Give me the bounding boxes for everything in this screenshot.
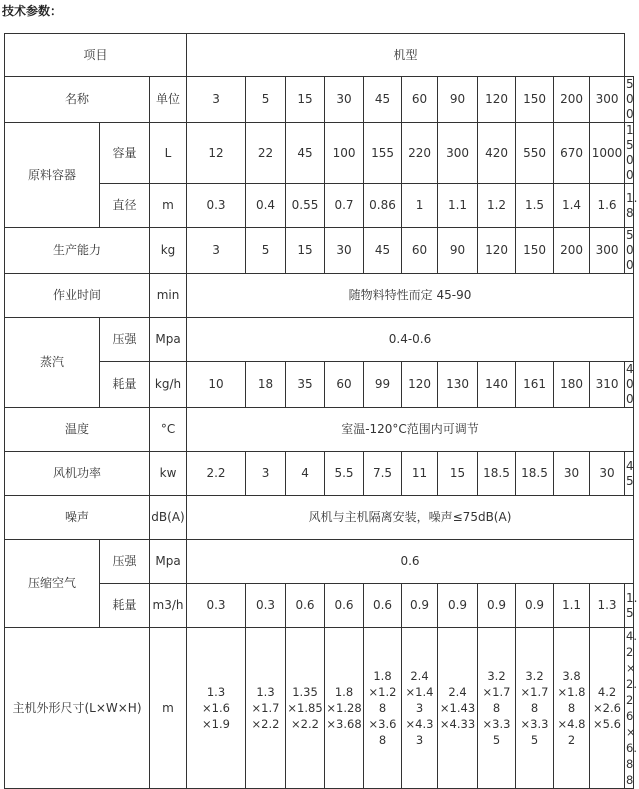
value-cell: 130	[438, 362, 478, 408]
unit-cell: min	[150, 274, 187, 318]
value-cell: 1500	[626, 123, 634, 182]
sub-label: 耗量	[100, 584, 150, 628]
value-cell: 1.35 ×1.85 ×2.2	[286, 628, 325, 789]
value-cell: 45	[364, 77, 402, 123]
value-cell: 550	[516, 123, 554, 184]
value-cell: 15	[438, 452, 478, 496]
value-cell: 30	[590, 452, 625, 496]
unit-cell: kg	[150, 228, 187, 274]
value-cell: 0.9	[402, 584, 438, 628]
value-cell: 1.2	[478, 184, 516, 228]
merged-value-cell: 0.4-0.6	[187, 318, 634, 362]
value-cell: 45	[364, 228, 402, 274]
value-cell: 1.4	[554, 184, 590, 228]
value-cell: 100	[325, 123, 364, 184]
value-cell: 1.3	[590, 584, 625, 628]
unit-cell: °C	[150, 408, 187, 452]
value-cell: 0.3	[187, 584, 246, 628]
value-cell: 2.4 ×1.43 ×4.33	[402, 628, 438, 789]
dimensions-row	[5, 628, 634, 789]
value-cell: 200	[554, 77, 590, 123]
value-cell: 1.8 ×1.28 ×3.68	[325, 628, 364, 789]
spec-table-body	[5, 34, 638, 789]
value-cell: 30	[325, 77, 364, 123]
value-cell: 1	[402, 184, 438, 228]
value-cell: 3.2 ×1.78 ×3.35	[516, 628, 554, 789]
value-cell: 0.6	[286, 584, 325, 628]
value-cell: 1.1	[554, 584, 590, 628]
value-cell: 99	[364, 362, 402, 408]
unit-cell: Mpa	[150, 318, 187, 362]
value-cell: 2.2	[187, 452, 246, 496]
row-label: 名称	[5, 77, 150, 123]
value-cell: 0.55	[286, 184, 325, 228]
row-label: 蒸汽	[5, 318, 100, 408]
value-cell: 12	[187, 123, 246, 184]
air-consumption-row	[5, 584, 634, 628]
header-row	[5, 34, 634, 77]
value-cell: 180	[554, 362, 590, 408]
value-cell: 90	[438, 77, 478, 123]
value-cell: 120	[402, 362, 438, 408]
sub-label: 压强	[100, 540, 150, 584]
value-cell: 45	[625, 452, 634, 496]
unit-cell: L	[150, 123, 187, 184]
value-cell: 420	[478, 123, 516, 184]
value-cell: 310	[590, 362, 625, 408]
value-cell: 22	[246, 123, 286, 184]
row-label: 压缩空气	[5, 540, 100, 628]
value-cell: 120	[478, 228, 516, 274]
unit-cell: m3/h	[150, 584, 187, 628]
value-cell: 0.3	[187, 184, 246, 228]
value-cell: 150	[516, 228, 554, 274]
value-cell: 90	[438, 228, 478, 274]
value-cell: 500	[626, 77, 634, 121]
value-cell: 5	[246, 77, 286, 123]
value-cell: 35	[286, 362, 325, 408]
value-cell: 1.3 ×1.7 ×2.2	[246, 628, 286, 789]
value-cell: 500	[626, 228, 634, 272]
value-cell: 200	[554, 228, 590, 274]
value-cell: 15	[286, 228, 325, 274]
value-cell: 161	[516, 362, 554, 408]
value-cell: 1.5	[516, 184, 554, 228]
value-cell: 0.86	[364, 184, 402, 228]
value-cell: 1.5	[625, 584, 634, 628]
value-cell: 3.8 ×1.88 ×4.82	[554, 628, 590, 789]
value-cell: 11	[402, 452, 438, 496]
value-cell: 1.1	[438, 184, 478, 228]
value-cell: 60	[325, 362, 364, 408]
value-cell: 0.6	[325, 584, 364, 628]
sub-label: 耗量	[100, 362, 150, 408]
name-row	[5, 77, 634, 123]
value-cell: 1000	[590, 123, 625, 184]
value-cell: 60	[402, 77, 438, 123]
unit-cell: 单位	[150, 77, 187, 123]
value-cell: 0.6	[364, 584, 402, 628]
unit-cell: m	[150, 184, 187, 228]
merged-value-cell: 风机与主机隔离安装，噪声≤75dB(A)	[187, 496, 634, 540]
spec-table	[4, 33, 638, 789]
header-item: 项目	[5, 34, 187, 77]
unit-cell: m	[150, 628, 187, 789]
value-cell: 10	[187, 362, 246, 408]
value-cell: 300	[590, 228, 625, 274]
header-model: 机型	[187, 34, 625, 77]
value-cell: 2.4 ×1.43 ×4.33	[438, 628, 478, 789]
value-cell: 30	[325, 228, 364, 274]
row-label: 温度	[5, 408, 150, 452]
value-cell: 18.5	[478, 452, 516, 496]
value-cell: 45	[286, 123, 325, 184]
value-cell: 30	[554, 452, 590, 496]
value-cell: 0.4	[246, 184, 286, 228]
value-cell: 1.3 ×1.6 ×1.9	[187, 628, 246, 789]
unit-cell: Mpa	[150, 540, 187, 584]
value-cell: 0.7	[325, 184, 364, 228]
value-cell: 0.9	[516, 584, 554, 628]
noise-row	[5, 496, 634, 540]
value-cell: 3.2 ×1.78 ×3.35	[478, 628, 516, 789]
row-label: 原料容器	[5, 123, 100, 228]
steam-pressure-row	[5, 318, 634, 362]
row-label: 风机功率	[5, 452, 150, 496]
value-cell: 18.5	[516, 452, 554, 496]
sub-label: 压强	[100, 318, 150, 362]
merged-value-cell: 随物料特性而定 45-90	[187, 274, 634, 318]
row-label: 主机外形尺寸(L×W×H)	[5, 628, 150, 789]
production-row	[5, 228, 634, 274]
value-cell: 7.5	[364, 452, 402, 496]
value-cell: 4	[286, 452, 325, 496]
value-cell: 1.8	[625, 184, 634, 228]
value-cell: 0.9	[438, 584, 478, 628]
container-diameter-row	[5, 184, 634, 228]
value-cell: 1.8 ×1.28 ×3.68	[364, 628, 402, 789]
value-cell: 3	[246, 452, 286, 496]
value-cell: 670	[554, 123, 590, 184]
value-cell: 15	[286, 77, 325, 123]
air-pressure-row	[5, 540, 634, 584]
value-cell: 140	[478, 362, 516, 408]
value-cell: 5	[246, 228, 286, 274]
unit-cell: dB(A)	[150, 496, 187, 540]
value-cell: 150	[516, 77, 554, 123]
fan-power-row	[5, 452, 634, 496]
value-cell: 4.2 ×2.26 ×6.88	[626, 629, 638, 787]
value-cell: 155	[364, 123, 402, 184]
section-title: 技术参数：	[2, 4, 63, 18]
value-cell: 300	[590, 77, 625, 123]
work-time-row	[5, 274, 634, 318]
value-cell: 120	[478, 77, 516, 123]
sub-label: 容量	[100, 123, 150, 184]
unit-cell: kg/h	[150, 362, 187, 408]
value-cell: 0.9	[478, 584, 516, 628]
value-cell: 300	[438, 123, 478, 184]
row-label: 生产能力	[5, 228, 150, 274]
container-capacity-row	[5, 123, 634, 184]
value-cell: 3	[187, 228, 246, 274]
steam-consumption-row	[5, 362, 634, 408]
row-label: 作业时间	[5, 274, 150, 318]
merged-value-cell: 0.6	[187, 540, 634, 584]
sub-label: 直径	[100, 184, 150, 228]
value-cell: 3	[187, 77, 246, 123]
value-cell: 220	[402, 123, 438, 184]
value-cell: 4.2 ×2.6 ×5.6	[590, 628, 625, 789]
value-cell: 5.5	[325, 452, 364, 496]
unit-cell: kw	[150, 452, 187, 496]
value-cell: 400	[626, 362, 634, 406]
value-cell: 1.6	[590, 184, 625, 228]
merged-value-cell: 室温-120°C范围内可调节	[187, 408, 634, 452]
row-label: 噪声	[5, 496, 150, 540]
value-cell: 18	[246, 362, 286, 408]
value-cell: 0.3	[246, 584, 286, 628]
value-cell: 60	[402, 228, 438, 274]
temperature-row	[5, 408, 634, 452]
